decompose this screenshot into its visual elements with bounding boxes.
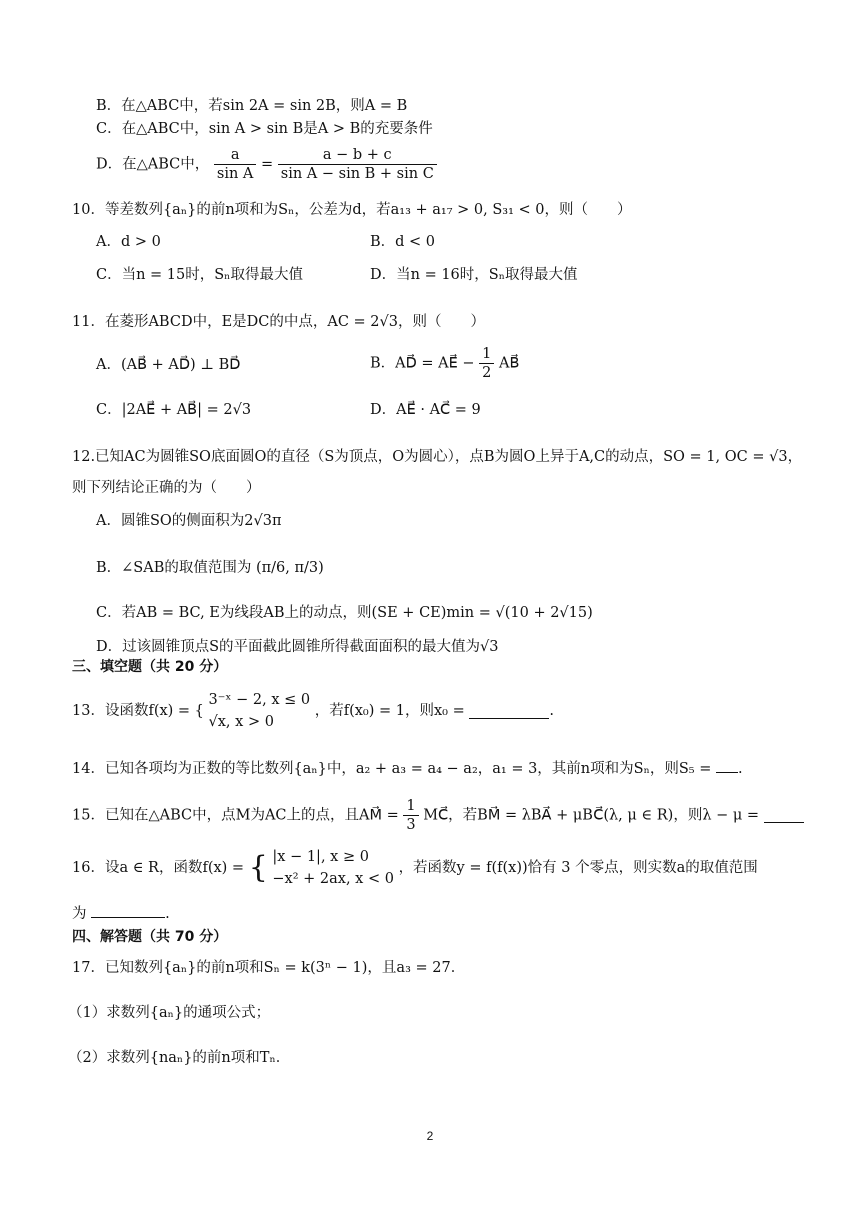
piecewise-cases [209,689,311,733]
q13-end: . [549,703,554,719]
fraction-denominator: 3 [406,817,416,833]
q11-stem: 11．在菱形ABCD中，E是DC的中点，AC = 2√3，则（ ） [72,314,485,330]
q14 [72,758,743,779]
q11-option-b-suffix: AB⃗ [499,355,520,372]
section-heading-solutions: 四、解答题（共 70 分） [72,929,228,945]
fraction-denominator: sin A − sin B + sin C [280,166,434,182]
answer-blank [91,903,165,918]
q9-option-b: B．在△ABC中，若sin 2A = sin 2B，则A = B [96,98,408,114]
q9-option-d-prefix: D．在△ABC中， [96,156,210,173]
q15 [72,797,804,834]
q13-suffix: ，若f(x₀) = 1，则x₀ = [314,703,465,719]
q12-option-d: D．过该圆锥顶点S的平面截此圆锥所得截面面积的最大值为√3 [96,639,499,655]
q10-stem: 10．等差数列{aₙ}的前n项和为Sₙ，公差为d，若a₁₃ + a₁₇ > 0, S₃₁ < 0，则（ ） [72,202,632,218]
q17-stem: 17．已知数列{aₙ}的前n项和Sₙ = k(3ⁿ − 1)，且a₃ = 27． [72,960,466,976]
q12-option-a: A．圆锥SO的侧面积为2√3π [96,513,282,529]
q16-prefix: 16．设a ∈ R，函数f(x) = [72,860,245,876]
q10-option-c: C．当n = 15时，Sₙ取得最大值 [96,267,303,283]
q11-option-b-prefix: B．AD⃗ = AE⃗ − [370,355,475,372]
section-heading-fill-in: 三、填空题（共 20 分） [72,659,228,675]
q13-prefix: 13．设函数f(x) = { [72,703,204,719]
left-brace: { [248,850,268,885]
answer-blank [469,704,549,719]
case-2: √x, x > 0 [208,714,274,730]
q13 [72,689,554,733]
q9-option-c: C．在△ABC中，sin A > sin B是A > B的充要条件 [96,121,433,137]
q11-option-d: D．AE⃗ · AC⃗ = 9 [370,402,481,418]
q12-stem: 12.已知AC为圆锥SO底面圆O的直径（S为顶点，O为圆心），点B为圆O上异于A,C的动点，SO = 1, OC = √3， [72,449,803,465]
q9-option-d: D．在△ABC中， $\frac{a}{\text{sin A}}$ = $\frac{a - b + c}{\text{sin A − sin B + sin C}}$ [96,146,437,183]
q12-option-b [96,558,324,578]
q11-option-a: A．(AB⃗ + AD⃗) ⊥ BD⃗ [96,357,241,373]
q11-option-c: C．|2AE⃗ + AB⃗| = 2√3 [96,402,252,418]
fraction-half [479,345,494,382]
answer-blank [764,808,804,823]
piecewise-cases [272,846,394,890]
case-1: |x − 1|, x ≥ 0 [272,849,369,865]
fraction-numerator: a [214,146,257,165]
fraction-left [214,146,257,183]
q16 [72,846,758,890]
case-2: −x² + 2ax, x < 0 [272,871,394,887]
q16-line2 [72,903,170,924]
fraction-numerator: a − b + c [278,146,437,165]
q11-option-b [370,345,519,382]
q14-text: 14．已知各项均为正数的等比数列{aₙ}中，a₂ + a₃ = a₄ − a₂，a₁ = 3，其前n项和为Sₙ，则S₅ = [72,761,712,777]
q12-stem-line2: 则下列结论正确的为（ ） [72,480,261,496]
q14-end: . [737,761,743,777]
q12-option-b-prefix: B．∠SAB的取值范围为 [96,560,252,576]
q17-part2: （2）求数列{naₙ}的前n项和Tₙ． [68,1050,291,1066]
q16-line2-text: 为 [72,906,87,922]
q15-prefix: 15．已知在△ABC中，点M为AC上的点，且AM⃗ = [72,807,399,824]
fraction-third [403,797,418,834]
q12-option-b-interval: (π/6, π/3) [255,560,324,576]
case-1: 3⁻ˣ − 2, x ≤ 0 [208,692,311,708]
q12-option-c: C．若AB = BC, E为线段AB上的动点，则(SE + CE)min = √(10 + 2√15) [96,605,593,621]
q16-end: . [165,906,170,922]
q16-suffix: ，若函数y = f(f(x))恰有 3 个零点，则实数a的取值范围 [398,860,758,876]
q10-option-d: D．当n = 16时，Sₙ取得最大值 [370,267,578,283]
fraction-denominator: sin A [216,166,254,182]
fraction-right [278,146,437,183]
q17-part1: （1）求数列{aₙ}的通项公式； [68,1005,271,1021]
fraction-numerator: 1 [479,345,494,364]
q15-suffix: MC⃗，若BM⃗ = λBA⃗ + μBC⃗(λ, μ ∈ R)，则λ − μ = [423,807,760,824]
q10-option-a: A．d > 0 [96,234,161,250]
page-number: 2 [426,1129,434,1143]
fraction-denominator: 2 [482,365,492,381]
q10-option-b: B．d < 0 [370,234,436,250]
fraction-numerator: 1 [403,797,418,816]
answer-blank [716,758,738,773]
